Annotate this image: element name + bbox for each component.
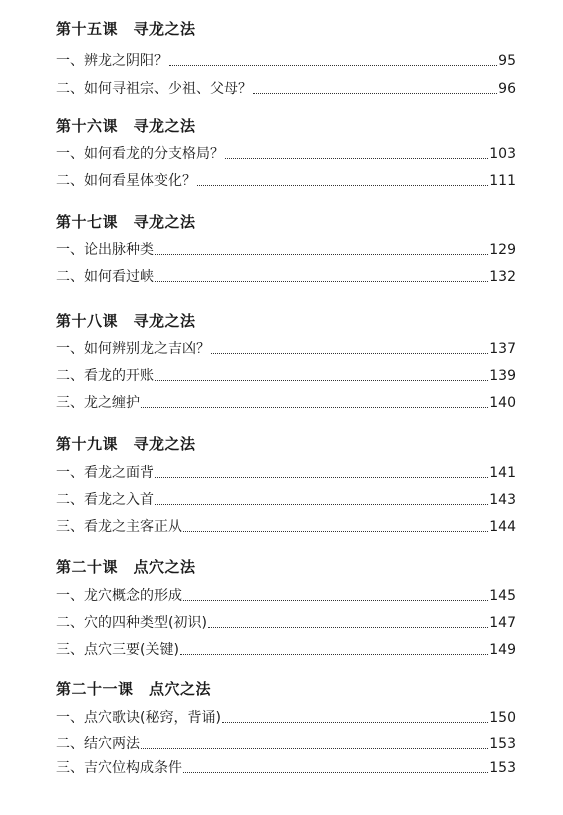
page-number: 137 xyxy=(489,341,516,357)
page-number: 143 xyxy=(489,492,516,508)
toc-entry[interactable] xyxy=(56,586,516,606)
toc-entry[interactable] xyxy=(56,734,516,754)
toc-entry[interactable] xyxy=(56,393,516,413)
toc-entry[interactable] xyxy=(56,640,516,660)
dot-leader xyxy=(183,531,488,532)
page-number: 147 xyxy=(489,615,516,631)
lesson-16 xyxy=(56,116,516,191)
lesson-title: 第十六课 寻龙之法 xyxy=(56,117,196,135)
lesson-title: 第二十课 点穴之法 xyxy=(56,558,196,576)
page-number: 129 xyxy=(489,242,516,258)
entry-label: 二、穴的四种类型(初识) xyxy=(56,615,207,631)
page-number: 153 xyxy=(489,736,516,752)
toc-entry[interactable] xyxy=(56,463,516,483)
lesson-title: 第十五课 寻龙之法 xyxy=(56,20,196,38)
toc-entry[interactable] xyxy=(56,708,516,728)
toc-entry[interactable] xyxy=(56,79,516,99)
lesson-title: 第十九课 寻龙之法 xyxy=(56,435,196,453)
toc-entry[interactable] xyxy=(56,366,516,386)
dot-leader xyxy=(253,93,497,94)
lesson-17 xyxy=(56,212,516,287)
toc-entry[interactable] xyxy=(56,613,516,633)
entry-label: 一、如何看龙的分支格局？ xyxy=(56,146,224,162)
entry-label: 二、如何看过峡 xyxy=(56,269,154,285)
lesson-15 xyxy=(56,19,516,99)
entry-label: 三、龙之缠护 xyxy=(56,395,140,411)
dot-leader xyxy=(208,627,488,628)
lesson-title: 第十八课 寻龙之法 xyxy=(56,312,196,330)
dot-leader xyxy=(211,353,488,354)
page-number: 139 xyxy=(489,368,516,384)
entry-label: 二、如何看星体变化？ xyxy=(56,173,196,189)
entry-label: 三、点穴三要(关键) xyxy=(56,642,179,658)
dot-leader xyxy=(155,504,488,505)
page-number: 141 xyxy=(489,465,516,481)
dot-leader xyxy=(180,654,488,655)
entry-label: 三、吉穴位构成条件 xyxy=(56,760,182,776)
toc-entry[interactable] xyxy=(56,267,516,287)
page-number: 145 xyxy=(489,588,516,604)
page-number: 96 xyxy=(498,81,516,97)
toc-entry[interactable] xyxy=(56,240,516,260)
lesson-18 xyxy=(56,311,516,413)
lesson-19 xyxy=(56,434,516,537)
dot-leader xyxy=(155,477,488,478)
lesson-20 xyxy=(56,557,516,660)
page-number: 150 xyxy=(489,710,516,726)
lesson-21 xyxy=(56,679,516,778)
dot-leader xyxy=(183,772,488,773)
dot-leader xyxy=(197,185,488,186)
entry-label: 一、点穴歌诀(秘窍，背诵) xyxy=(56,710,221,726)
entry-label: 一、辨龙之阴阳？ xyxy=(56,53,168,69)
entry-label: 二、看龙的开账 xyxy=(56,368,154,384)
toc-entry[interactable] xyxy=(56,490,516,510)
toc-entry[interactable] xyxy=(56,144,516,164)
lesson-title: 第二十一课 点穴之法 xyxy=(56,680,212,698)
dot-leader xyxy=(225,158,488,159)
dot-leader xyxy=(222,722,488,723)
toc-entry[interactable] xyxy=(56,171,516,191)
entry-label: 二、结穴两法 xyxy=(56,736,140,752)
lesson-title: 第十七课 寻龙之法 xyxy=(56,213,196,231)
page-number: 144 xyxy=(489,519,516,535)
dot-leader xyxy=(155,281,488,282)
page-number: 132 xyxy=(489,269,516,285)
dot-leader xyxy=(169,65,497,66)
page-number: 140 xyxy=(489,395,516,411)
entry-label: 三、看龙之主客正从 xyxy=(56,519,182,535)
entry-label: 二、看龙之入首 xyxy=(56,492,154,508)
entry-label: 一、论出脉种类 xyxy=(56,242,154,258)
page-number: 111 xyxy=(489,173,516,189)
page-number: 103 xyxy=(489,146,516,162)
entry-label: 一、看龙之面背 xyxy=(56,465,154,481)
dot-leader xyxy=(141,407,488,408)
toc-entry[interactable] xyxy=(56,339,516,359)
entry-label: 一、龙穴概念的形成 xyxy=(56,588,182,604)
toc-entry[interactable] xyxy=(56,758,516,778)
toc-entry[interactable] xyxy=(56,517,516,537)
page-number: 149 xyxy=(489,642,516,658)
entry-label: 二、如何寻祖宗、少祖、父母？ xyxy=(56,81,252,97)
page-number: 95 xyxy=(498,53,516,69)
dot-leader xyxy=(155,380,488,381)
entry-label: 一、如何辨别龙之吉凶？ xyxy=(56,341,210,357)
page-number: 153 xyxy=(489,760,516,776)
dot-leader xyxy=(183,600,488,601)
toc-entry[interactable] xyxy=(56,51,516,71)
dot-leader xyxy=(141,748,488,749)
dot-leader xyxy=(155,254,488,255)
